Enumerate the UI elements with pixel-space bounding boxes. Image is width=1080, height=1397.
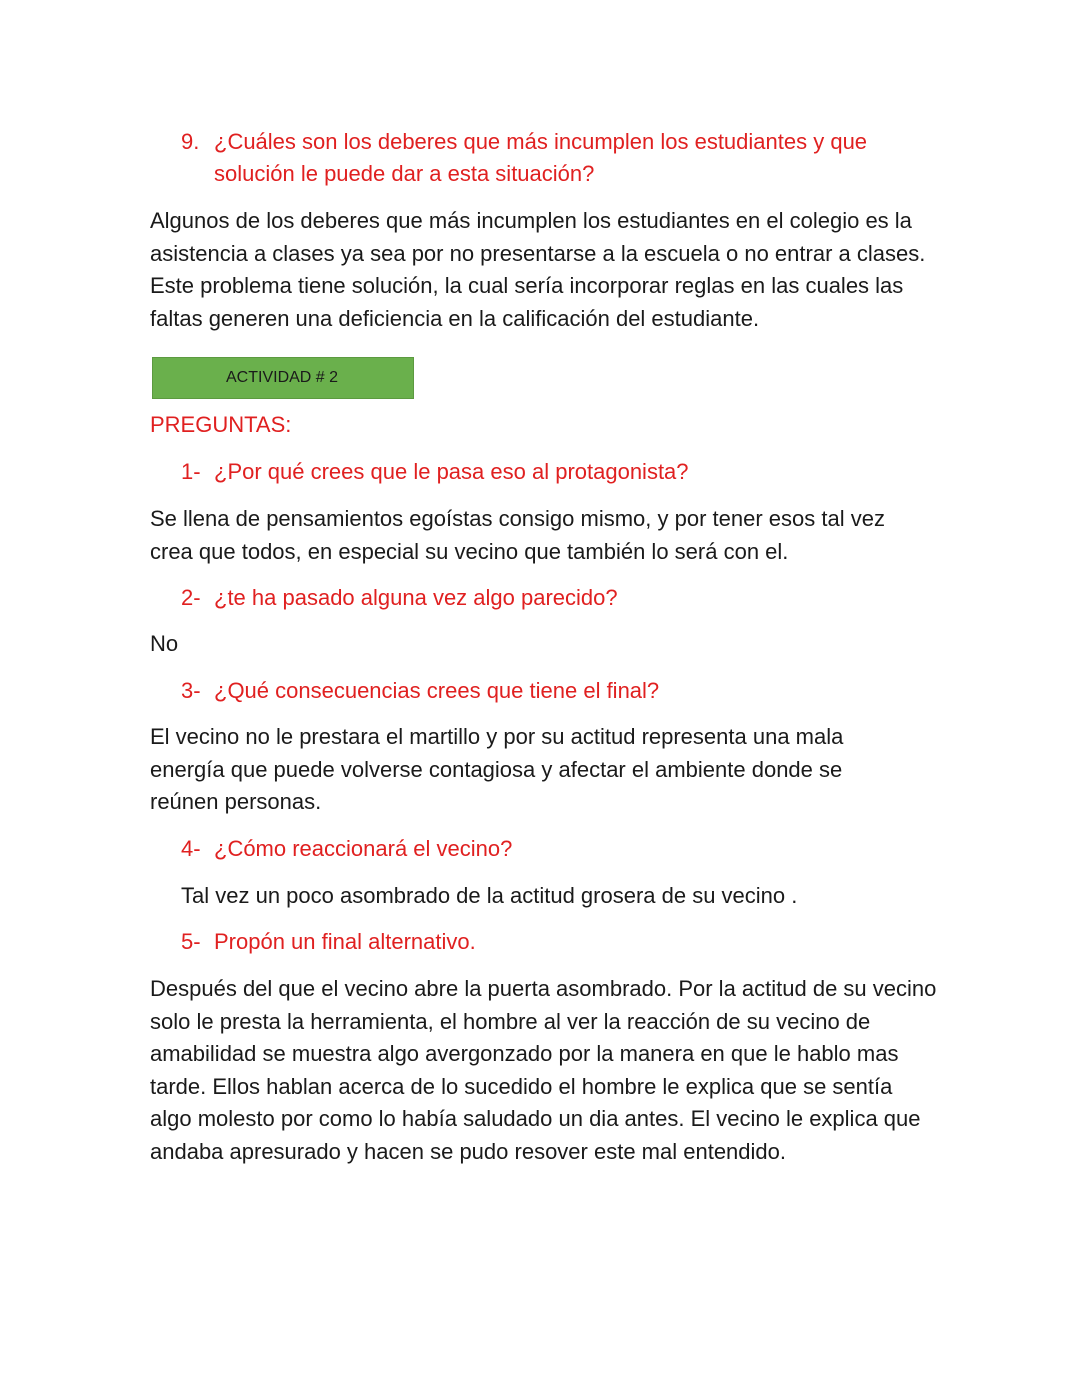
activity-banner xyxy=(152,357,414,399)
activity-label: ACTIVIDAD # 2 xyxy=(226,369,339,386)
answer-2: No xyxy=(150,631,179,656)
question-number: 3- xyxy=(181,678,201,703)
question-number: 1- xyxy=(181,459,201,484)
answer-5: Después del que el vecino abre la puerta asombrado. Por la actitud de su vecino solo le presta la herramienta, el hombre al ver la reacción de su vecino de amabilidad se muestra algo avergonzado por la manera en que le hablo mas tarde. Ellos hablan acerca de lo sucedido el hombre le explica que se sentía algo molesto por como lo había saludado un dia antes. El vecino le explica que andaba apresurado y hacen se pudo resover este mal entendido. xyxy=(150,976,937,1164)
question-text: ¿Cómo reaccionará el vecino? xyxy=(214,836,513,861)
question-text: ¿Qué consecuencias crees que tiene el final? xyxy=(214,678,660,703)
question-9 xyxy=(181,126,901,190)
question-1 xyxy=(181,456,901,488)
question-number: 9. xyxy=(181,129,200,154)
question-3 xyxy=(181,675,901,707)
question-4 xyxy=(181,833,901,865)
question-text: ¿Cuáles son los deberes que más incumplen los estudiantes y que solución le puede dar a esta situación? xyxy=(214,129,868,186)
question-text: ¿te ha pasado alguna vez algo parecido? xyxy=(214,585,618,610)
question-number: 5- xyxy=(181,929,201,954)
question-number: 4- xyxy=(181,836,201,861)
questions-heading: PREGUNTAS: xyxy=(150,412,292,437)
question-number: 2- xyxy=(181,585,201,610)
answer-1: Se llena de pensamientos egoístas consigo mismo, y por tener esos tal vez crea que todos, en especial su vecino que también lo será con el. xyxy=(150,506,885,564)
answer-4: Tal vez un poco asombrado de la actitud grosera de su vecino . xyxy=(181,883,798,908)
question-text: Propón un final alternativo. xyxy=(214,929,476,954)
answer-9: Algunos de los deberes que más incumplen los estudiantes en el colegio es la asistencia a clases ya sea por no presentarse a la escuela o no entrar a clases. Este problema tiene solución, la cual sería incorporar reglas en las cuales las faltas generen una deficiencia en la calificación del estudiante. xyxy=(150,208,926,331)
answer-3: El vecino no le prestara el martillo y por su actitud representa una mala energía que puede volverse contagiosa y afectar el ambiente donde se reúnen personas. xyxy=(150,724,844,814)
question-2 xyxy=(181,582,901,614)
question-5 xyxy=(181,926,901,958)
question-text: ¿Por qué crees que le pasa eso al protagonista? xyxy=(214,459,689,484)
